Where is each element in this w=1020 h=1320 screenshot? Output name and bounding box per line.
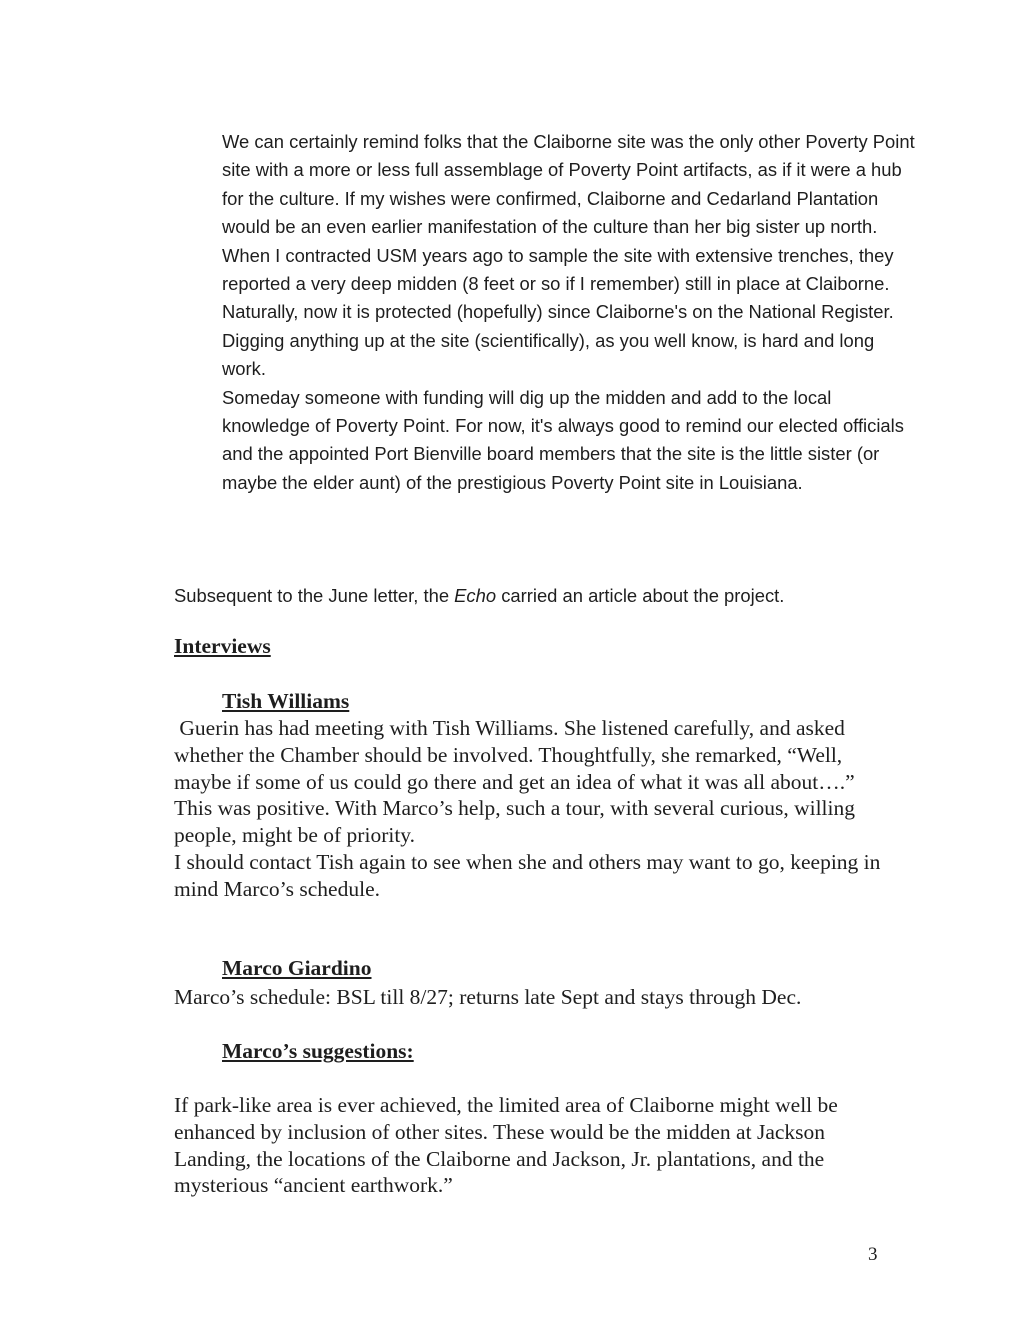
quote-paragraph: We can certainly remind folks that the Claiborne site was the only other Poverty Point site with a more or less full assemblage of Poverty Point artifacts, as if it were a hub for the culture. If my wishes were confirmed, Claiborne and Cedarland Plantation would be an even earlier manifestation of the culture than her big sister up north. bbox=[222, 131, 915, 238]
tish-paragraph: This was positive. With Marco’s help, such a tour, with several curious, willing people, might be of priority. bbox=[174, 796, 855, 848]
tish-paragraph: Guerin has had meeting with Tish Williams. She listened carefully, and asked whether the Chamber should be involved. Thoughtfully, she remarked, “Well, maybe if some of us could go there and get an idea of what it was all about….” bbox=[174, 716, 855, 794]
quote-paragraph: When I contracted USM years ago to sample the site with extensive trenches, they reported a very deep midden (8 feet or so if I remember) still in place at Claiborne. Naturally, now it is protected (hopefully) since Claiborne's on the National Register. Digging anything up at the site (scientifically), as you well know, is hard and long work. bbox=[222, 244, 894, 380]
echo-note-before: Subsequent to the June letter, the bbox=[174, 585, 455, 606]
marco-suggestions bbox=[174, 1092, 894, 1199]
quote-paragraph: Someday someone with funding will dig up the midden and add to the local knowledge of Poverty Point. For now, it's always good to remind our elected officials and the appointed Port Bienville board members that the site is the little sister (or maybe the elder aunt) of the prestigious Poverty Point site in Louisiana. bbox=[222, 386, 904, 493]
marco-suggestions-heading: Marco’s suggestions: bbox=[222, 1039, 414, 1063]
marco-suggestion-text: If park-like area is ever achieved, the limited area of Claiborne might well be enhanced by inclusion of other sites. These would be the midden at Jackson Landing, the locations of the Claiborne and Jackson, Jr. plantations, and the mysterious “ancient earthwork.” bbox=[174, 1093, 838, 1198]
page-number: 3 bbox=[868, 1244, 878, 1265]
tish-williams-notes bbox=[174, 715, 894, 903]
marco-schedule-text: Marco’s schedule: BSL till 8/27; returns late Sept and stays through Dec. bbox=[174, 985, 802, 1009]
echo-note-after: carried an article about the project. bbox=[496, 585, 785, 606]
tish-paragraph: I should contact Tish again to see when she and others may want to go, keeping in mind Marco’s schedule. bbox=[174, 849, 881, 901]
quoted-letter bbox=[222, 128, 922, 497]
echo-title: Echo bbox=[454, 585, 497, 606]
echo-article-note bbox=[174, 582, 934, 610]
interviews-heading: Interviews bbox=[174, 634, 271, 658]
marco-schedule bbox=[174, 984, 894, 1011]
tish-williams-heading: Tish Williams bbox=[222, 689, 350, 713]
marco-giardino-heading: Marco Giardino bbox=[222, 956, 372, 980]
